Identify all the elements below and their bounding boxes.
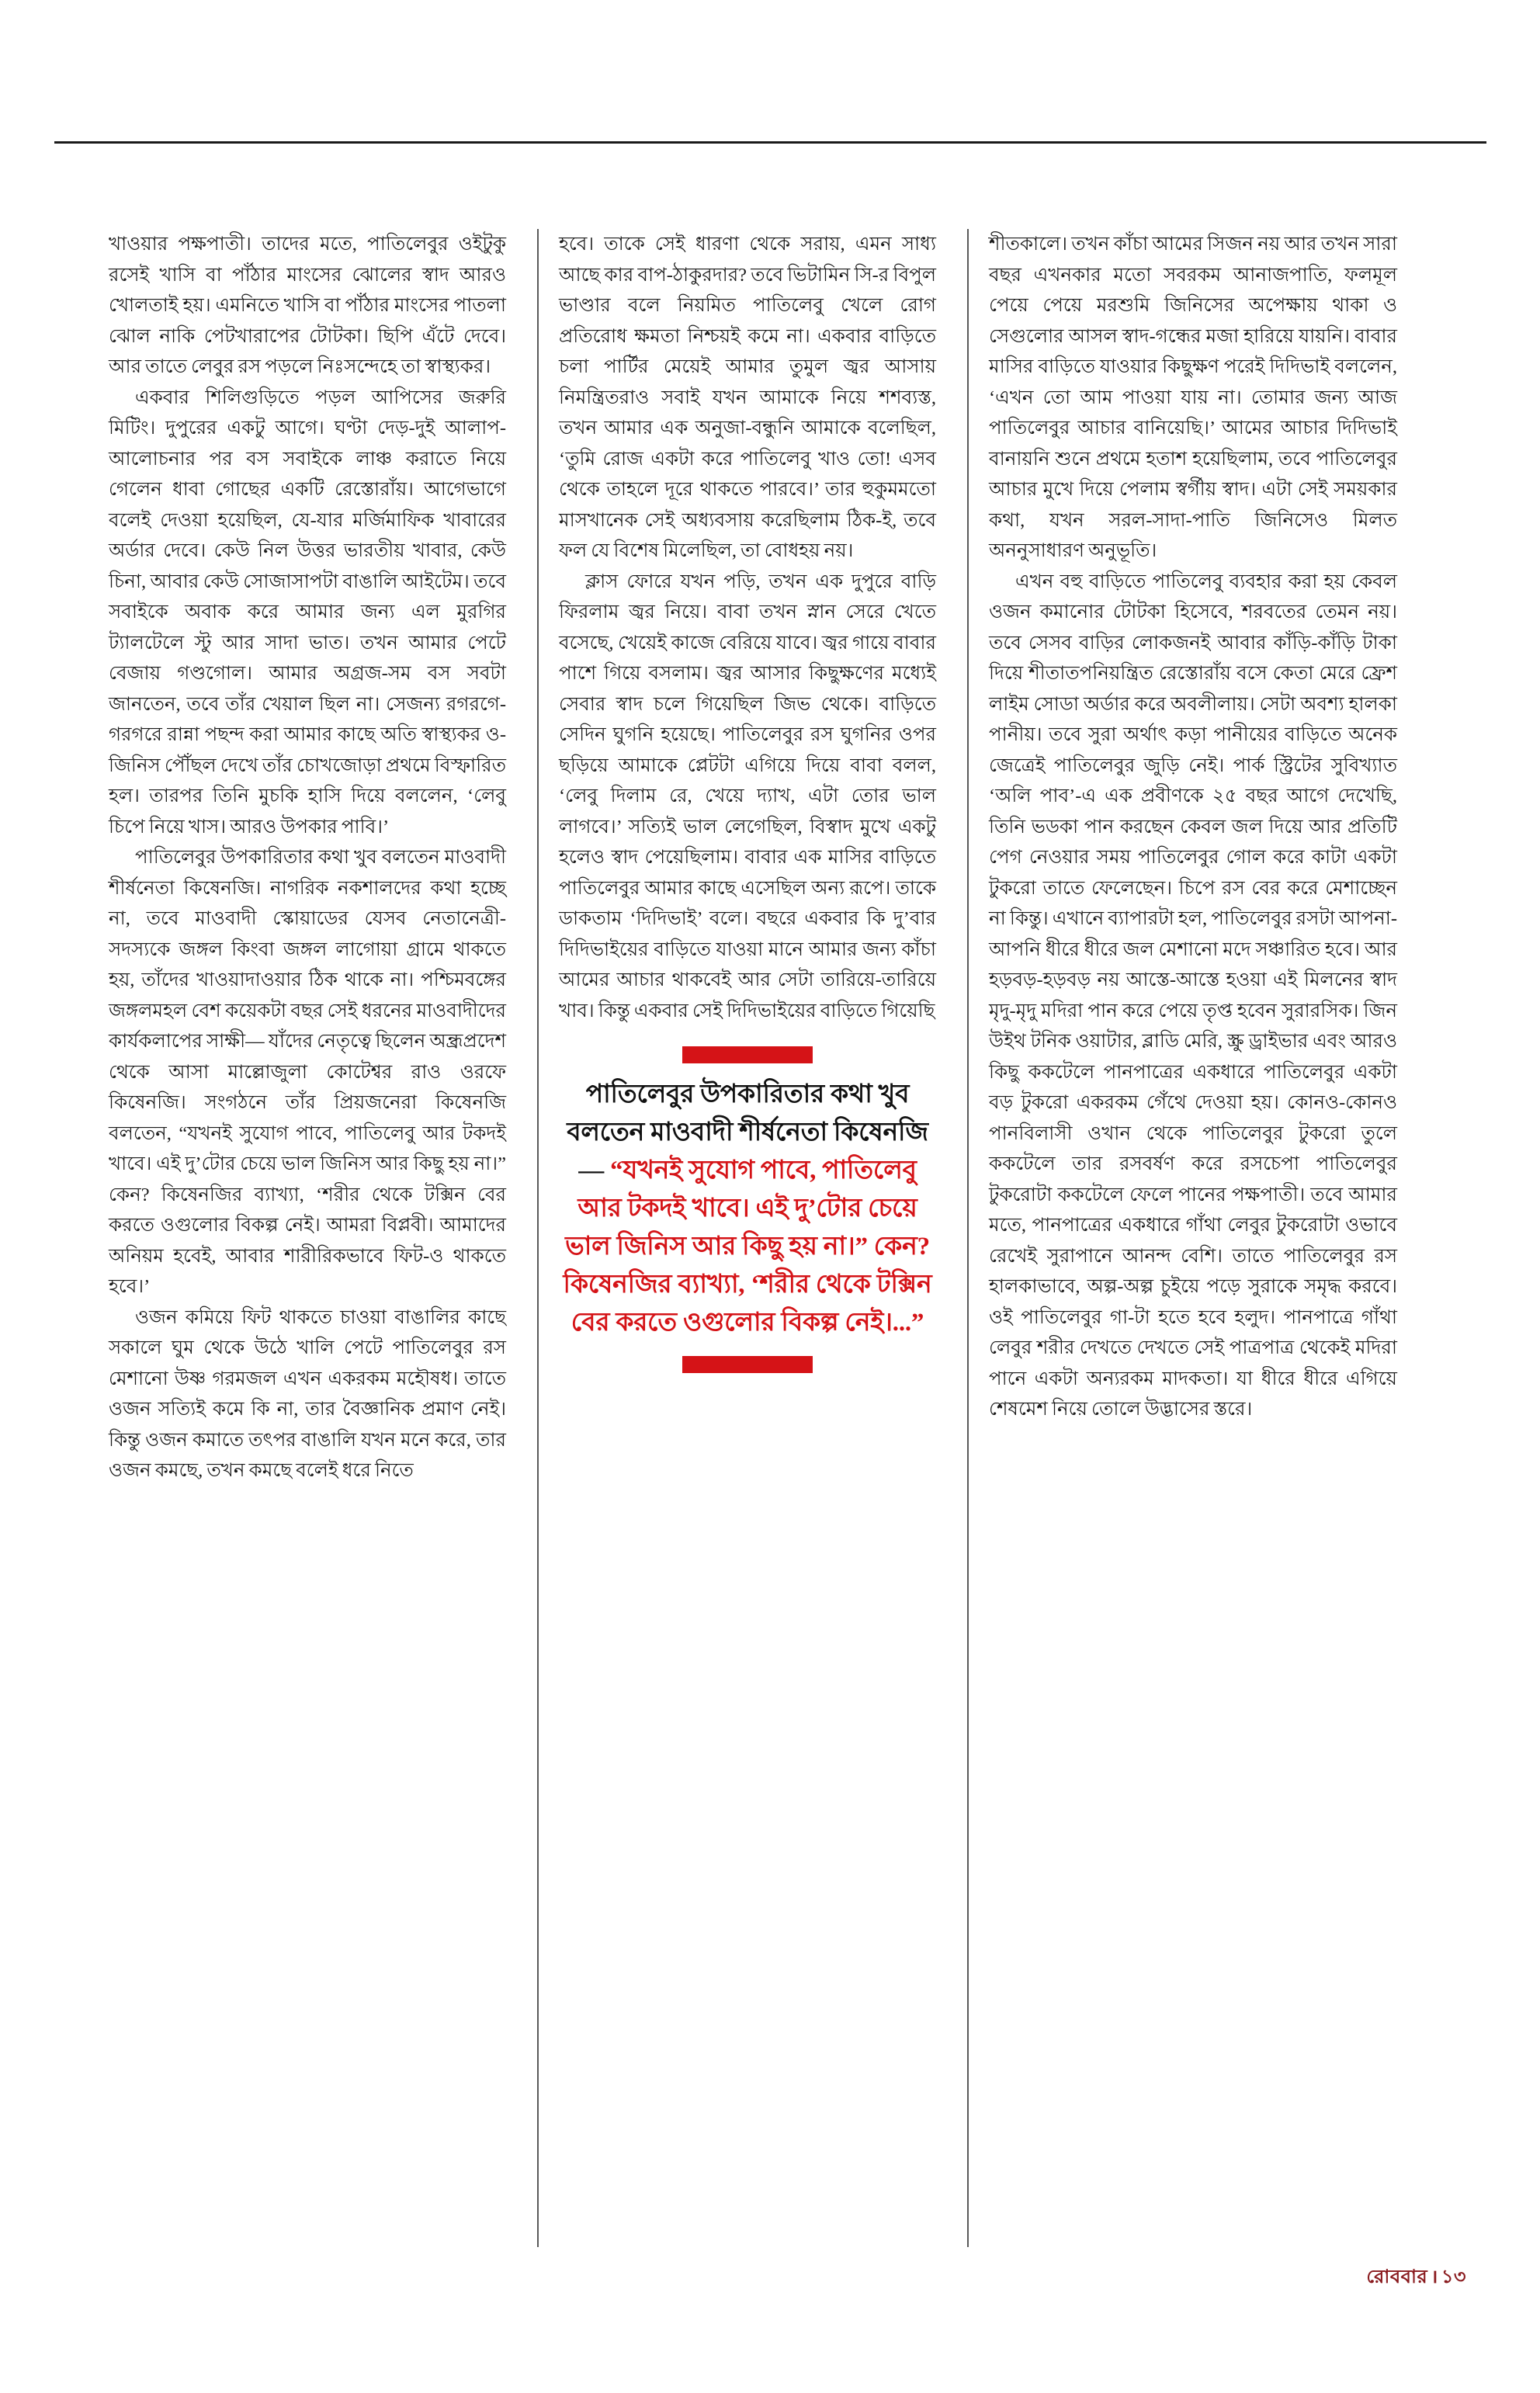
pull-quote-lead: পাতিলেবুর উপকারিতার কথা খুব বলতেন মাওবাদী শীর্ষনেতা কিষেনজি— <box>567 1080 928 1184</box>
pull-quote-text <box>559 1076 936 1342</box>
pull-quote-highlight: “যখনই সুযোগ পাবে, পাতিলেবু আর টকদই খাবে। এই দু’টোর চেয়ে ভাল জিনিস আর কিছু হয় না।” কেন? কিষেনজির ব্যাখ্যা, ‘শরীর থেকে টক্সিন বের করতে ওগুলোর বিকল্প নেই।...” <box>563 1157 932 1337</box>
paragraph: ওজন কমিয়ে ফিট থাকতে চাওয়া বাঙালির কাছে সকালে ঘুম থেকে উঠে খালি পেটে পাতিলেবুর রস মেশানো উষ্ণ গরমজল এখন একরকম মহৌষধ। তাতে ওজন সত্যিই কমে কি না, তার বৈজ্ঞানিক প্রমাণ নেই। কিন্তু ওজন কমাতে তৎপর বাঙালি যখন মনে করে, তার ওজন কমছে, তখন কমছে বলেই ধরে নিতে <box>109 1306 506 1481</box>
text-column-2 <box>537 229 967 2247</box>
paragraph: হবে। তাকে সেই ধারণা থেকে সরায়, এমন সাধ্য আছে কার বাপ-ঠাকুরদার? তবে ভিটামিন সি-র বিপুল ভাণ্ডার বলে নিয়মিত পাতিলেবু খেলে রোগ প্রতিরোধ ক্ষমতা নিশ্চয়ই কমে না। একবার বাড়িতে চলা পার্টির মেয়েই আমার তুমুল জ্বর আসায় নিমন্ত্রিতরাও সবাই যখন আমাকে নিয়ে শশব্যস্ত, তখন আমার এক অনুজা-বন্ধুনি আমাকে বলেছিল, ‘তুমি রোজ একটা করে পাতিলেবু খাও তো! এসব থেকে তাহলে দূরে থাকতে পারবে।’ তার হুকুমমতো মাসখানেক সেই অধ্যবসায় করেছিলাম ঠিক-ই, তবে ফল যে বিশেষ মিলেছিল, তা বোধহয় নয়। <box>559 234 936 561</box>
pull-quote <box>559 1046 936 1373</box>
paragraph: খাওয়ার পক্ষপাতী। তাদের মতে, পাতিলেবুর ওইটুকু রসেই খাসি বা পাঁঠার মাংসের ঝোলের স্বাদ আরও খোলতাই হয়। এমনিতে খাসি বা পাঁঠার মাংসের পাতলা ঝোল নাকি পেটখারাপের টোটকা। ছিপি এঁটে দেবে। আর তাতে লেবুর রস পড়লে নিঃসন্দেহে তা স্বাস্থ্যকর। <box>109 234 506 377</box>
text-column-1 <box>109 229 537 2247</box>
paragraph: পাতিলেবুর উপকারিতার কথা খুব বলতেন মাওবাদী শীর্ষনেতা কিষেনজি। নাগরিক নকশালদের কথা হচ্ছে না, তবে মাওবাদী স্কোয়াডের যেসব নেতানেত্রী-সদস্যকে জঙ্গল কিংবা জঙ্গল লাগোয়া গ্রামে থাকতে হয়, তাঁদের খাওয়াদাওয়ার ঠিক থাকে না। পশ্চিমবঙ্গের জঙ্গলমহল বেশ কয়েকটা বছর সেই ধরনের মাওবাদীদের কার্যকলাপের সাক্ষী— যাঁদের নেতৃত্বে ছিলেন অন্ধ্রপ্রদেশ থেকে আসা মাল্লোজুলা কোটেশ্বর রাও ওরফে কিষেনজি। সংগঠনে তাঁর প্রিয়জনেরা কিষেনজি বলতেন, “যখনই সুযোগ পাবে, পাতিলেবু আর টকদই খাবে। এই দু’টোর চেয়ে ভাল জিনিস আর কিছু হয় না।” কেন? কিষেনজির ব্যাখ্যা, ‘শরীর থেকে টক্সিন বের করতে ওগুলোর বিকল্প নেই। আমরা বিপ্লবী। আমাদের অনিয়ম হবেই, আবার শারীরিকভাবে ফিট-ও থাকতে হবে।’ <box>109 847 506 1297</box>
paragraph: শীতকালে। তখন কাঁচা আমের সিজন নয় আর তখন সারা বছর এখনকার মতো সবরকম আনাজপাতি, ফলমূল পেয়ে পেয়ে মরশুমি জিনিসের অপেক্ষায় থাকা ও সেগুলোর আসল স্বাদ-গন্ধের মজা হারিয়ে যায়নি। বাবার মাসির বাড়িতে যাওয়ার কিছুক্ষণ পরেই দিদিভাই বললেন, ‘এখন তো আম পাওয়া যায় না। তোমার জন্য আজ পাতিলেবুর আচার বানিয়েছি।’ আমের আচার দিদিভাই বানায়নি শুনে প্রথমে হতাশ হয়েছিলাম, তবে পাতিলেবুর আচার মুখে দিয়ে পেলাম স্বর্গীয় স্বাদ। এটা সেই সময়কার কথা, যখন সরল-সাদা-পাতি জিনিসেও মিলত অননুসাধারণ অনুভূতি। <box>989 234 1397 561</box>
footer-separator: । <box>1431 2267 1438 2287</box>
header-rule <box>54 141 1486 144</box>
text-column-3 <box>967 229 1397 2247</box>
pull-quote-bottom-bar <box>682 1356 813 1373</box>
paragraph: একবার শিলিগুড়িতে পড়ল আপিসের জরুরি মিটিং। দুপুরের একটু আগে। ঘণ্টা দেড়-দুই আলাপ-আলোচনার পর বস সবাইকে লাঞ্চ করাতে নিয়ে গেলেন ধাবা গোছের একটি রেস্তোরাঁয়। আগেভাগে বলেই দেওয়া হয়েছিল, যে-যার মর্জিমাফিক খাবারের অর্ডার দেবে। কেউ নিল উত্তর ভারতীয় খাবার, কেউ চিনা, আবার কেউ সোজাসাপটা বাঙালি আইটেম। তবে সবাইকে অবাক করে আমার জন্য এল মুরগির ট্যালটেলে স্টু আর সাদা ভাত। তখন আমার পেটে বেজায় গণ্ডগোল। আমার অগ্রজ-সম বস সবটা জানতেন, তবে তাঁর খেয়াল ছিল না। সেজন্য রগরগে-গরগরে রান্না পছন্দ করা আমার কাছে অতি স্বাস্থ্যকর ও-জিনিস পৌঁছল দেখে তাঁর চোখজোড়া প্রথমে বিস্ফারিত হল। তারপর তিনি মুচকি হাসি দিয়ে বললেন, ‘লেবু চিপে নিয়ে খাস। আরও উপকার পাবি।’ <box>109 387 506 838</box>
pull-quote-top-bar <box>682 1046 813 1063</box>
paragraph: ক্লাস ফোরে যখন পড়ি, তখন এক দুপুরে বাড়ি ফিরলাম জ্বর নিয়ে। বাবা তখন স্নান সেরে খেতে বসেছে, খেয়েই কাজে বেরিয়ে যাবে। জ্বর গায়ে বাবার পাশে গিয়ে বসলাম। জ্বর আসার কিছুক্ষণের মধ্যেই সেবার স্বাদ চলে গিয়েছিল জিভ থেকে। বাড়িতে সেদিন ঘুগনি হয়েছে। পাতিলেবুর রস ঘুগনির ওপর ছড়িয়ে আমাকে প্লেটটা এগিয়ে দিয়ে বাবা বলল, ‘লেবু দিলাম রে, খেয়ে দ্যাখ, এটা তোর ভাল লাগবে।’ সত্যিই ভাল লেগেছিল, বিস্বাদ মুখে একটু হলেও স্বাদ পেয়েছিলাম। বাবার এক মাসির বাড়িতে পাতিলেবুর আমার কাছে এসেছিল অন্য রূপে। তাকে ডাকতাম ‘দিদিভাই’ বলে। বছরে একবার কি দু’বার দিদিভাইয়ের বাড়িতে যাওয়া মানে আমার জন্য কাঁচা আমের আচার থাকবেই আর সেটা তারিয়ে-তারিয়ে খাব। কিন্তু একবার সেই দিদিভাইয়ের বাড়িতে গিয়েছি <box>559 571 936 1021</box>
page-number: ১৩ <box>1441 2267 1466 2287</box>
paragraph: এখন বহু বাড়িতে পাতিলেবু ব্যবহার করা হয় কেবল ওজন কমানোর টোটকা হিসেবে, শরবতের তেমন নয়। তবে সেসব বাড়ির লোকজনই আবার কাঁড়ি-কাঁড়ি টাকা দিয়ে শীতাতপনিয়ন্ত্রিত রেস্তোরাঁয় বসে কেতা মেরে ফ্রেশ লাইম সোডা অর্ডার করে অবলীলায়। সেটা অবশ্য হালকা পানীয়। তবে সুরা অর্থাৎ কড়া পানীয়ের বাড়িতে অনেক জেত্রেই পাতিলেবুর জুড়ি নেই। পার্ক স্ট্রিটের সুবিখ্যাত ‘অলি পাব’-এ এক প্রবীণকে ২৫ বছর আগে দেখেছি, তিনি ভডকা পান করছেন কেবল জল দিয়ে আর প্রতিটি পেগ নেওয়ার সময় পাতিলেবুর গোল করে কাটা একটা টুকরো তাতে ফেলেছেন। চিপে রস বের করে মেশাচ্ছেন না কিন্তু। এখানে ব্যাপারটা হল, পাতিলেবুর রসটা আপনা-আপনি ধীরে ধীরে জল মেশানো মদে সঞ্চারিত হবে। আর হড়বড়-হড়বড় নয় আস্তে-আস্তে হওয়া এই মিলনের স্বাদ মৃদু-মৃদু মদিরা পান করে পেয়ে তৃপ্ত হবেন সুরারসিক। জিন উইথ টনিক ওয়াটার, ব্লাডি মেরি, স্ক্রু ড্রাইভার এবং আরও কিছু ককটেলে পানপাত্রের একধারে পাতিলেবুর একটা বড় টুকরো একরকম গেঁথে দেওয়া হয়। কোনও-কোনও পানবিলাসী ওখান থেকে পাতিলেবুর টুকরো তুলে ককটেলে তার রসবর্ষণ করে রসচেপা পাতিলেবুর টুকরোটা ককটেলে ফেলে পানের পক্ষপাতী। তবে আমার মতে, পানপাত্রের একধারে গাঁথা লেবুর টুকরোটা ওভাবে রেখেই সুরাপানে আনন্দ বেশি। তাতে পাতিলেবুর রস হালকাভাবে, অল্প-অল্প চুইয়ে পড়ে সুরাকে সমৃদ্ধ করবে। ওই পাতিলেবুর গা-টা হতে হবে হলুদ। পানপাত্রে গাঁথা লেবুর শরীর দেখতে দেখতে সেই পাত্রপাত্র থেকেই মদিরা পানে একটা অন্যরকম মাদকতা। যা ধীরে ধীরে এগিয়ে শেষমেশ নিয়ে তোলে উদ্ভাসের স্তরে। <box>989 571 1398 1420</box>
masthead-label: রোববার <box>1366 2267 1428 2287</box>
article-columns <box>109 229 1428 2247</box>
page-footer <box>1366 2263 1466 2294</box>
